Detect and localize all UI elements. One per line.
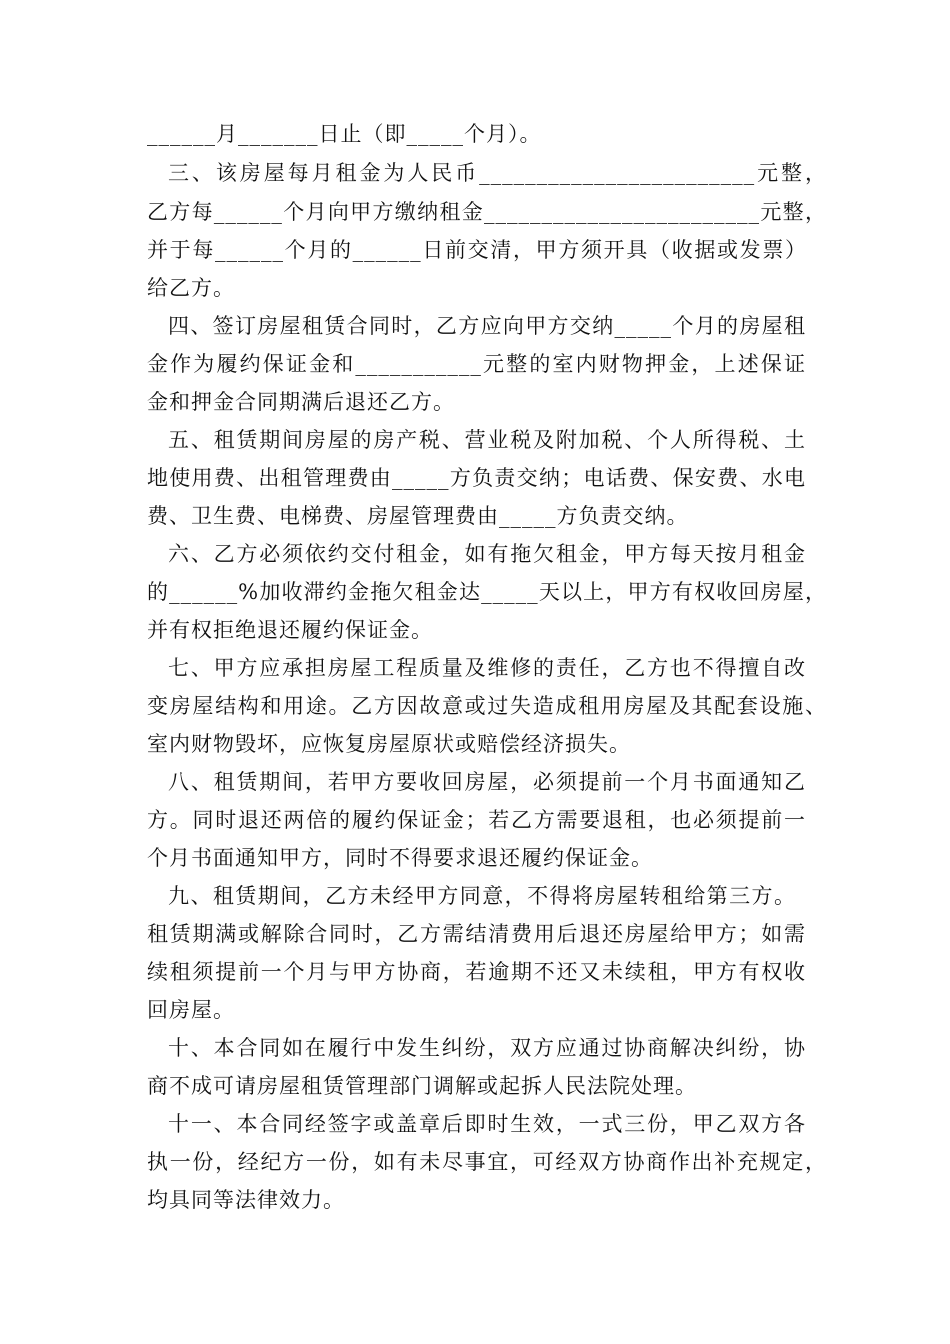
clause-6-line-3: 并有权拒绝退还履约保证金。 xyxy=(147,618,433,642)
clause-5-line-2: 地使用费、出租管理费由_____方负责交纳；电话费、保安费、水电 xyxy=(147,466,806,490)
clause-9-line-1: 九、租赁期间，乙方未经甲方同意，不得将房屋转租给第三方。 xyxy=(168,884,796,908)
clause-11-line-3: 均具同等法律效力。 xyxy=(147,1188,345,1212)
clause-3-line-1: 三、该房屋每月租金为人民币________________________元整， xyxy=(168,161,827,185)
clause-7-line-3: 室内财物毁坏，应恢复房屋原状或赔偿经济损失。 xyxy=(147,732,631,756)
clause-6-line-2: 的______%加收滞约金拖欠租金达_____天以上，甲方有权收回房屋， xyxy=(147,580,827,604)
clause-3-line-4: 给乙方。 xyxy=(147,276,235,300)
clause-8-line-2: 方。同时退还两倍的履约保证金；若乙方需要退租，也必须提前一 xyxy=(147,808,806,832)
clause-4-line-1: 四、签订房屋租赁合同时，乙方应向甲方交纳_____个月的房屋租 xyxy=(168,314,806,338)
clause-7-line-2: 变房屋结构和用途。乙方因故意或过失造成租用房屋及其配套设施、 xyxy=(147,694,827,718)
clause-6-line-1: 六、乙方必须依约交付租金，如有拖欠租金，甲方每天按月租金 xyxy=(168,542,806,566)
clause-4-line-2: 金作为履约保证金和___________元整的室内财物押金，上述保证 xyxy=(147,352,806,376)
clause-5-line-3: 费、卫生费、电梯费、房屋管理费由_____方负责交纳。 xyxy=(147,504,689,528)
clause-10-line-1: 十、本合同如在履行中发生纠纷，双方应通过协商解决纠纷，协 xyxy=(168,1036,806,1060)
clause-8-line-1: 八、租赁期间，若甲方要收回房屋，必须提前一个月书面通知乙 xyxy=(168,770,806,794)
text-line: ______月_______日止（即_____个月）。 xyxy=(147,122,542,146)
clause-10-line-2: 商不成可请房屋租赁管理部门调解或起拆人民法院处理。 xyxy=(147,1074,697,1098)
clause-3-line-2: 乙方每______个月向甲方缴纳租金________________________元整， xyxy=(147,200,827,224)
clause-5-line-1: 五、租赁期间房屋的房产税、营业税及附加税、个人所得税、土 xyxy=(168,428,806,452)
clause-9-line-3: 续租须提前一个月与甲方协商，若逾期不还又未续租，甲方有权收 xyxy=(147,960,806,984)
clause-9-line-4: 回房屋。 xyxy=(147,998,235,1022)
clause-3-line-3: 并于每______个月的______日前交清，甲方须开具（收据或发票） xyxy=(147,238,807,262)
clause-7-line-1: 七、甲方应承担房屋工程质量及维修的责任，乙方也不得擅自改 xyxy=(168,656,806,680)
clause-9-line-2: 租赁期满或解除合同时，乙方需结清费用后退还房屋给甲方；如需 xyxy=(147,922,806,946)
clause-11-line-1: 十一、本合同经签字或盖章后即时生效，一式三份，甲乙双方各 xyxy=(168,1112,806,1136)
clause-8-line-3: 个月书面通知甲方，同时不得要求退还履约保证金。 xyxy=(147,846,653,870)
clause-11-line-2: 执一份，经纪方一份，如有未尽事宜，可经双方协商作出补充规定， xyxy=(147,1150,827,1174)
clause-4-line-3: 金和押金合同期满后退还乙方。 xyxy=(147,390,455,414)
